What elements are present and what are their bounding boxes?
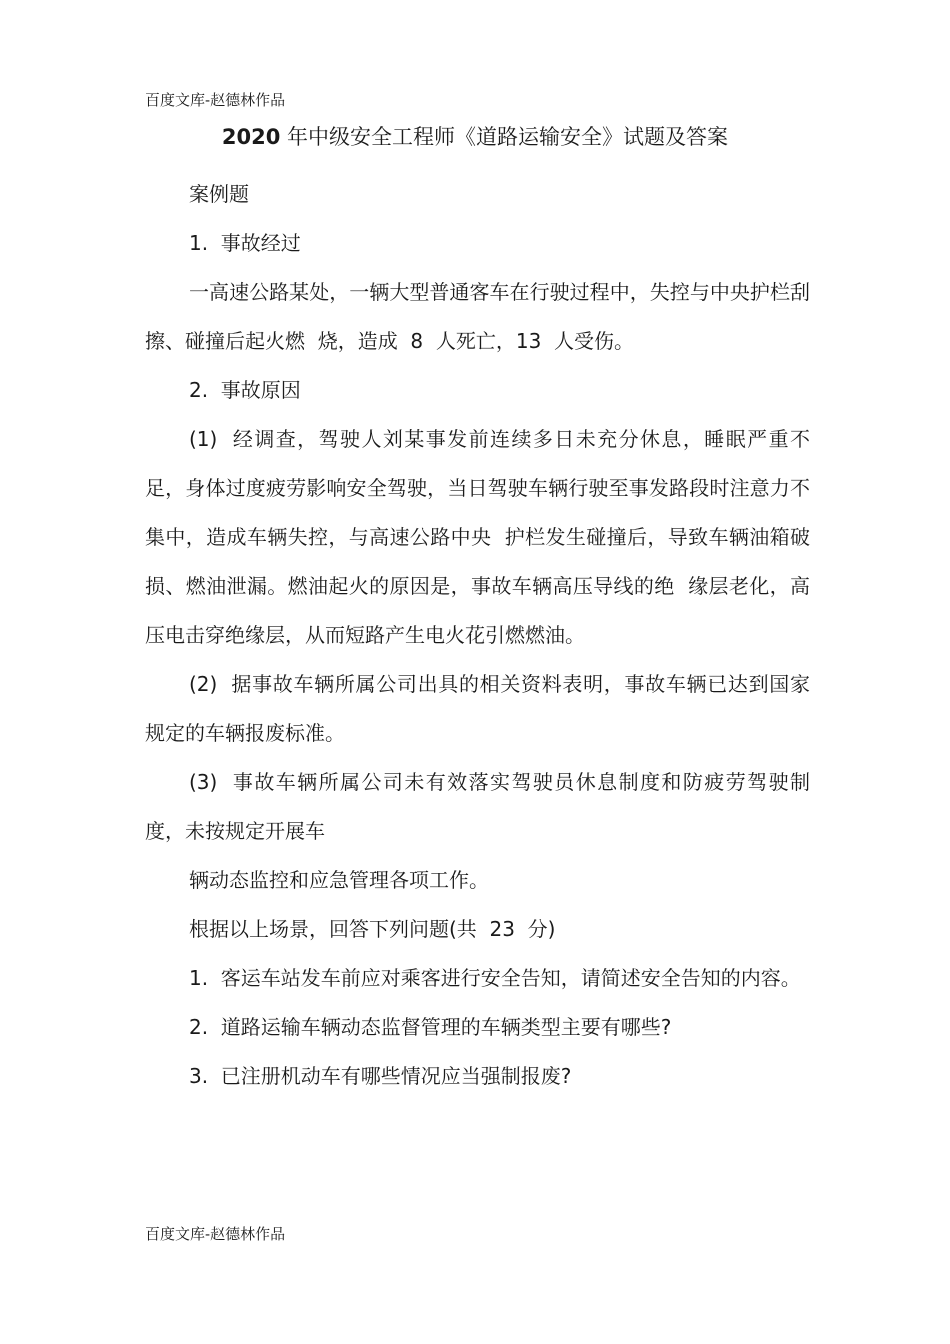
question-1: 1. 客运车站发车前应对乘客进行安全告知，请简述安全告知的内容。: [189, 966, 801, 990]
paragraph-cause-1: (1) 经调查，驾驶人刘某事发前连续多日未充分休息，睡眠严重不足，身体过度疲劳影响安全驾驶，当日驾驶车辆行驶至事发路段时注意力不集中，造成车辆失控，与高速公路中央 护栏发生碰撞后，导致车辆油箱破损、燃油泄漏。燃油起火的原因是，事故车辆高压导线的绝 缘层老化，高压电击穿绝缘层，从而短路产生电火花引燃燃油。: [145, 427, 810, 647]
question-3: 3. 已注册机动车有哪些情况应当强制报废?: [189, 1064, 572, 1088]
subheading-accident-process: 1. 事故经过: [189, 231, 301, 255]
paragraph-cause-2: (2) 据事故车辆所属公司出具的相关资料表明，事故车辆已达到国家规定的车辆报废标准。: [145, 672, 810, 745]
title-year: 2020: [221, 125, 281, 149]
section-heading-case: 案例题: [189, 182, 249, 206]
paragraph-cause-3-continued: 辆动态监控和应急管理各项工作。: [189, 868, 489, 892]
title-text: 年中级安全工程师《道路运输安全》试题及答案: [280, 125, 729, 149]
question-2: 2. 道路运输车辆动态监督管理的车辆类型主要有哪些?: [189, 1015, 672, 1039]
subheading-accident-cause: 2. 事故原因: [189, 378, 301, 402]
document-title: [0, 122, 950, 152]
paragraph-question-intro: 根据以上场景，回答下列问题(共 23 分): [189, 917, 556, 941]
paragraph-accident-description: 一高速公路某处，一辆大型普通客车在行驶过程中，失控与中央护栏刮擦、碰撞后起火燃 烧，造成 8 人死亡，13 人受伤。: [145, 280, 810, 353]
paragraph-cause-3: (3) 事故车辆所属公司未有效落实驾驶员休息制度和防疲劳驾驶制度，未按规定开展车: [145, 770, 810, 843]
header-watermark-text: 百度文库-赵德林作品: [145, 91, 286, 109]
footer-watermark-text: 百度文库-赵德林作品: [145, 1225, 286, 1243]
document-body: [145, 170, 810, 1101]
